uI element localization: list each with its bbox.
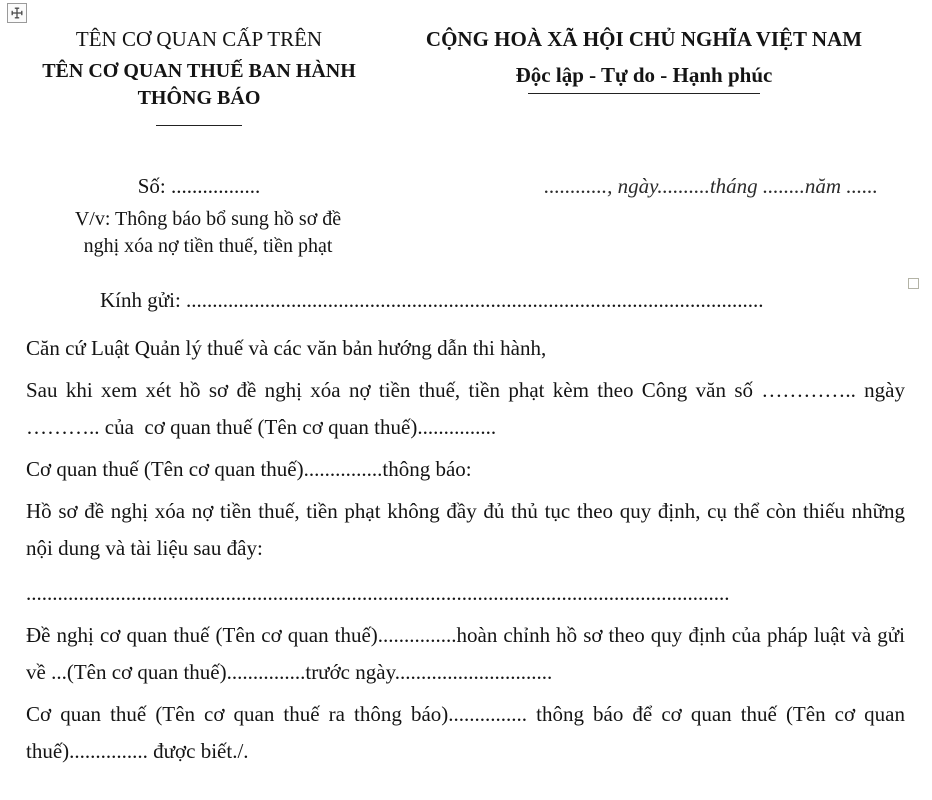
issuing-org-block: [0, 25, 398, 126]
number-date-row: [0, 172, 932, 200]
body-paragraph-legal-basis: Căn cứ Luật Quản lý thuế và các văn bản hướng dẫn thi hành,: [26, 336, 547, 360]
place-date-line: ............, ngày..........tháng ........năm ......: [544, 174, 878, 198]
body-paragraph-closing: Cơ quan thuế (Tên cơ quan thuế ra thông báo)............... thông báo để cơ quan thuế (Tên cơ quan thuế)............... được biết./.: [26, 702, 911, 763]
body-paragraph-announce: Cơ quan thuế (Tên cơ quan thuế)...............thông báo:: [26, 457, 472, 481]
header-left-divider: [156, 125, 242, 126]
subject-block: [52, 206, 364, 260]
document-header: [0, 0, 932, 126]
body-paragraph-missing-items: Hồ sơ đề nghị xóa nợ tiền thuế, tiền phạt không đầy đủ thủ tục theo quy định, cụ thể còn thiếu những nội dung và tài liệu sau đây:: [26, 499, 911, 560]
subject-line-1: V/v: Thông báo bổ sung hồ sơ đề: [74, 208, 342, 230]
header-right-divider: [528, 93, 760, 94]
national-header-block: [398, 25, 932, 126]
body-paragraph-review: Sau khi xem xét hồ sơ đề nghị xóa nợ tiền thuế, tiền phạt kèm theo Công văn số ………….. ngày ……….. của cơ quan thuế (Tên cơ quan thuế)...............: [26, 378, 911, 439]
body-paragraph-request: Đề nghị cơ quan thuế (Tên cơ quan thuế)...............hoàn chỉnh hồ sơ theo quy định của pháp luật và gửi về ...(Tên cơ quan thuế)...............trước ngày..............................: [26, 623, 911, 684]
object-anchor-marker[interactable]: [908, 278, 919, 289]
document-number-line: Số: .................: [137, 174, 261, 198]
fill-in-dotted-line: ......................................................................................................................................: [26, 581, 730, 605]
salutation-line: Kính gửi: ..............................................................................................................: [100, 288, 764, 312]
parent-org-name: TÊN CƠ QUAN CẤP TRÊN: [75, 27, 323, 51]
national-motto: Độc lập - Tự do - Hạnh phúc: [515, 63, 773, 87]
national-title: CỘNG HOÀ XÃ HỘI CHỦ NGHĨA VIỆT NAM: [425, 27, 863, 51]
move-cross-glyph: [10, 6, 24, 20]
document-body: [0, 330, 932, 770]
subject-line-2: nghị xóa nợ tiền thuế, tiền phạt: [83, 235, 333, 257]
table-move-handle-icon[interactable]: [7, 3, 27, 23]
issuing-org-name: TÊN CƠ QUAN THUẾ BAN HÀNH THÔNG BÁO: [42, 60, 356, 109]
